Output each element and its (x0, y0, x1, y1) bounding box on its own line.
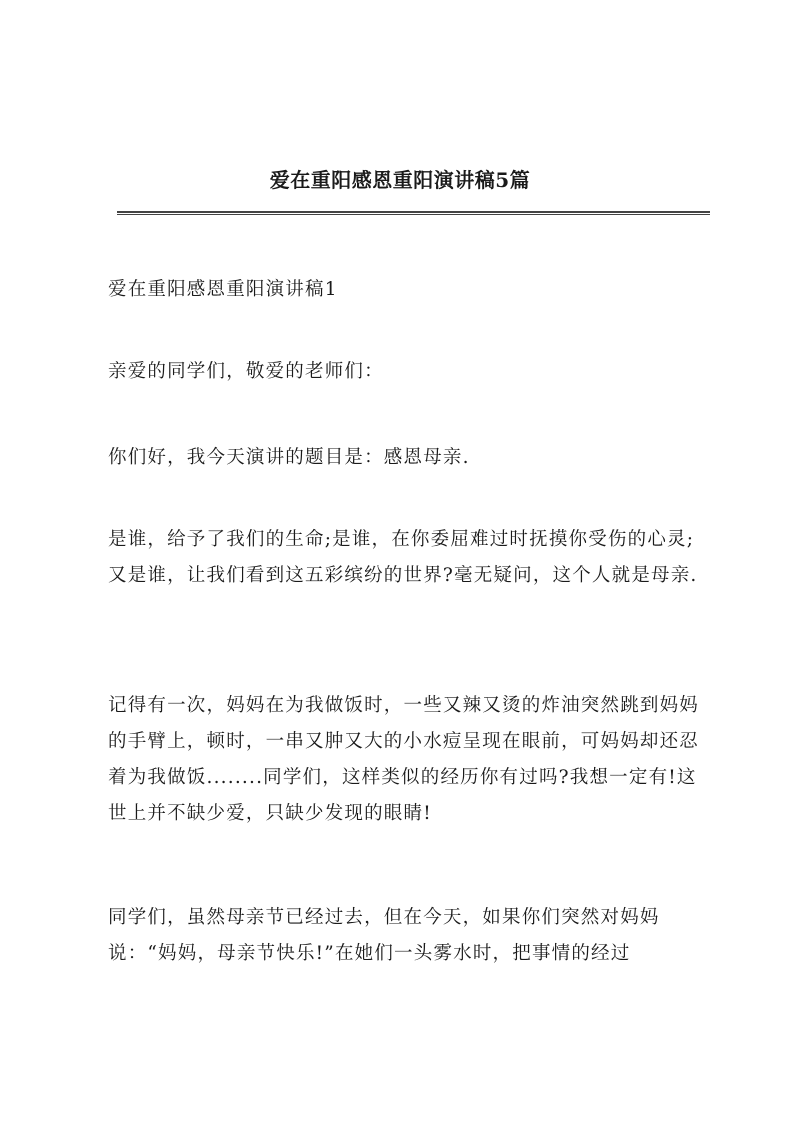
salutation-paragraph: 亲爱的同学们，敬爱的老师们： (108, 361, 384, 382)
title-underline-rule (117, 211, 710, 215)
document-title: 爱在重阳感恩重阳演讲稿5篇 (269, 168, 531, 192)
body-paragraph: 同学们，虽然母亲节已经过去，但在今天，如果你们突然对妈妈说：“妈妈，母亲节快乐!”在她们一头雾水时，把事情的经过 (108, 907, 660, 964)
section-heading: 爱在重阳感恩重阳演讲稿1 (108, 279, 338, 300)
greeting-paragraph: 你们好，我今天演讲的题目是：感恩母亲. (108, 447, 470, 468)
body-paragraph: 是谁，给予了我们的生命;是谁，在你委屈难过时抚摸你受伤的心灵;又是谁，让我们看到这五彩缤纷的世界?毫无疑问，这个人就是母亲. (108, 529, 698, 586)
body-paragraph: 记得有一次，妈妈在为我做饭时，一些又辣又烫的炸油突然跳到妈妈的手臂上，顿时，一串又肿又大的小水痘呈现在眼前，可妈妈却还忍着为我做饭........同学们，这样类似的经历你有过吗?我想一定有!这世上并不缺少爱，只缺少发现的眼睛! (108, 695, 700, 824)
